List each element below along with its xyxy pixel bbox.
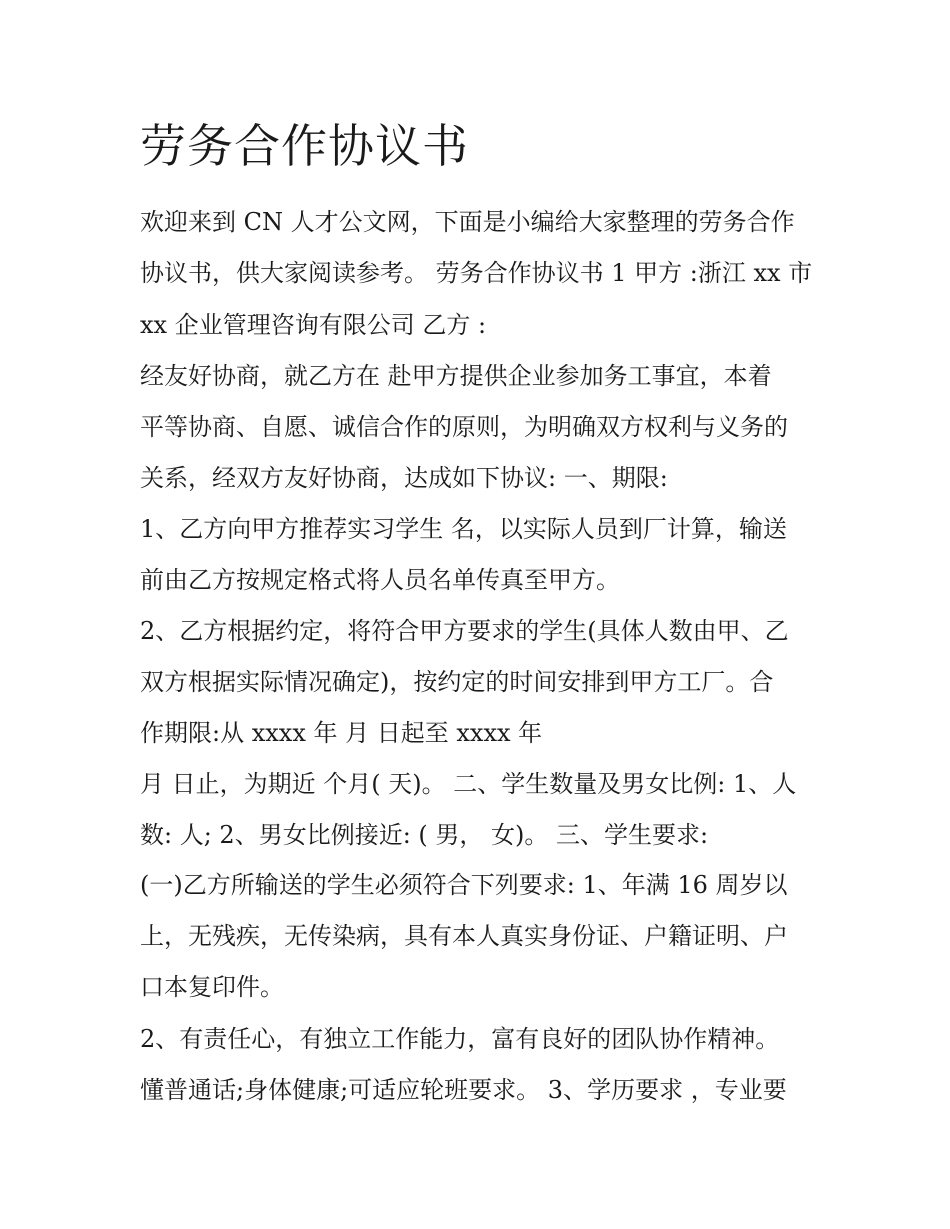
body-line: 前由乙方按规定格式将人员名单传真至甲方。 xyxy=(140,566,620,594)
body-line: 平等协商、自愿、诚信合作的原则，为明确双方权利与义务的 xyxy=(140,413,788,441)
body-line: 经友好协商，就乙方在 赴甲方提供企业参加务工事宜，本着 xyxy=(140,362,772,390)
body-line: 1、乙方向甲方推荐实习学生 名，以实际人员到厂计算，输送 xyxy=(140,515,787,543)
body-line: 关系，经双方友好协商，达成如下协议: 一、期限: xyxy=(140,464,668,492)
body-line: 协议书，供大家阅读参考。 劳务合作协议书 1 甲方 :浙江 xx 市 xyxy=(140,259,813,287)
body-line: 2、有责任心，有独立工作能力，富有良好的团队协作精神。 xyxy=(140,1025,780,1053)
body-line: 上，无残疾，无传染病，具有本人真实身份证、户籍证明、户 xyxy=(140,922,788,950)
document-title: 劳务合作协议书 xyxy=(140,119,469,173)
body-line: xx 企业管理咨询有限公司 乙方 : xyxy=(140,311,487,339)
body-line: (一)乙方所输送的学生必须符合下列要求: 1、年满 16 周岁以 xyxy=(140,871,788,899)
body-line: 双方根据实际情况确定)，按约定的时间安排到甲方工厂。合 xyxy=(140,668,774,696)
body-line: 2、乙方根据约定，将符合甲方要求的学生(具体人数由甲、乙 xyxy=(140,617,789,645)
body-line: 欢迎来到 CN 人才公文网，下面是小编给大家整理的劳务合作 xyxy=(140,208,795,236)
body-line: 月 日止，为期近 个月( 天)。 二、学生数量及男女比例: 1、人 xyxy=(140,770,797,798)
body-line: 口本复印件。 xyxy=(140,973,284,1001)
body-line: 懂普通话;身体健康;可适应轮班要求。 3、学历要求 ，专业要 xyxy=(140,1076,787,1104)
body-line: 数: 人; 2、男女比例接近: ( 男， 女)。 三、学生要求: xyxy=(140,821,709,849)
body-line: 作期限:从 xxxx 年 月 日起至 xxxx 年 xyxy=(140,719,543,747)
